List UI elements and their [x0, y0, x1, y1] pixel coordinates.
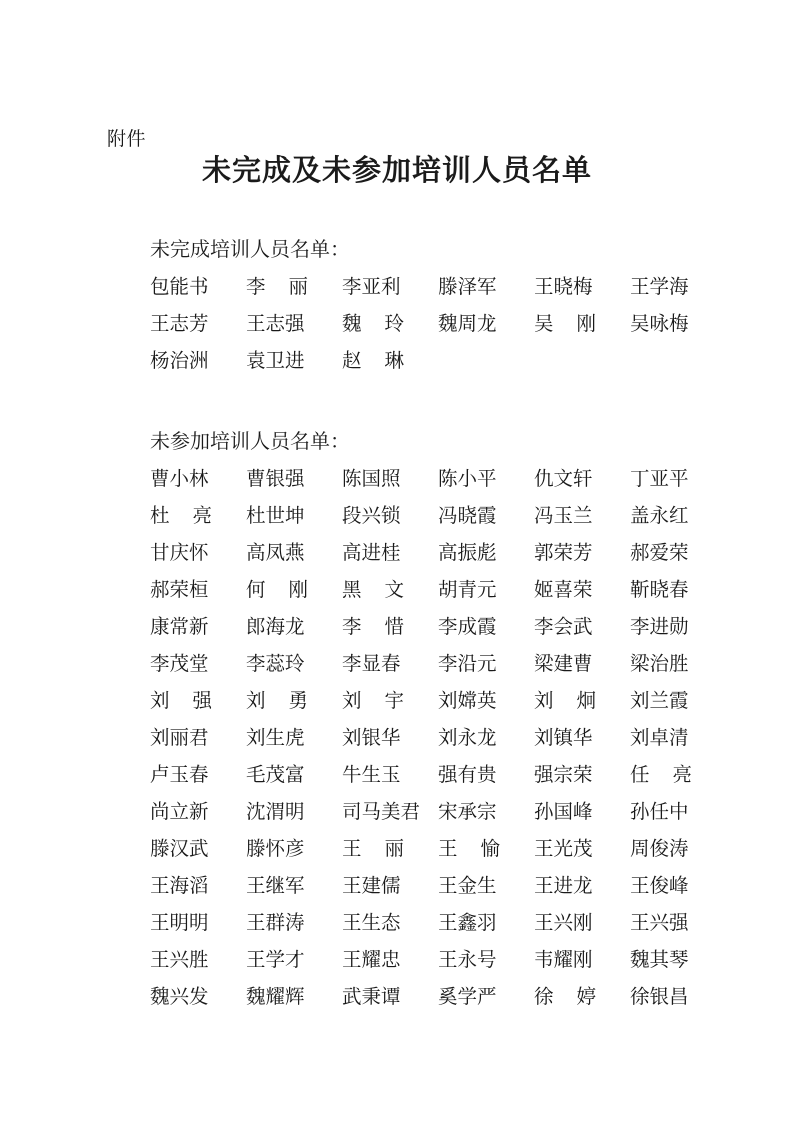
person-name: 高凤燕 — [246, 541, 305, 564]
person-name: 魏兴发 — [150, 985, 209, 1008]
person-name: 高进桂 — [342, 541, 401, 564]
person-name: 宋承宗 — [438, 800, 497, 823]
person-name: 冯玉兰 — [534, 504, 593, 527]
person-name: 刘炯 — [534, 689, 596, 712]
person-name: 王鑫羽 — [438, 911, 497, 934]
person-name: 毛茂富 — [246, 763, 305, 786]
person-name: 刘镇华 — [534, 726, 593, 749]
person-name: 刘丽君 — [150, 726, 209, 749]
person-name: 包能书 — [150, 275, 209, 298]
person-name: 沈渭明 — [246, 800, 305, 823]
person-name: 王志芳 — [150, 312, 209, 335]
person-name: 卢玉春 — [150, 763, 209, 786]
person-name: 杨治洲 — [150, 349, 209, 372]
person-name: 梁治胜 — [630, 652, 689, 675]
person-name: 刘卓清 — [630, 726, 689, 749]
person-name: 王俊峰 — [630, 874, 689, 897]
person-name: 王丽 — [342, 837, 404, 860]
person-name: 段兴锁 — [342, 504, 401, 527]
person-name: 滕怀彦 — [246, 837, 305, 860]
person-name: 奚学严 — [438, 985, 497, 1008]
person-name: 陈小平 — [438, 467, 497, 490]
person-name: 刘兰霞 — [630, 689, 689, 712]
person-name: 王耀忠 — [342, 948, 401, 971]
person-name: 魏其琴 — [630, 948, 689, 971]
person-name: 郎海龙 — [246, 615, 305, 638]
person-name: 尚立新 — [150, 800, 209, 823]
person-name: 郝爱荣 — [630, 541, 689, 564]
person-name: 王继军 — [246, 874, 305, 897]
person-name: 王金生 — [438, 874, 497, 897]
person-name: 李进勋 — [630, 615, 689, 638]
person-name: 丁亚平 — [630, 467, 689, 490]
person-name: 吴刚 — [534, 312, 596, 335]
person-name: 郭荣芳 — [534, 541, 593, 564]
person-name: 李成霞 — [438, 615, 497, 638]
person-name: 高振彪 — [438, 541, 497, 564]
person-name: 王愉 — [438, 837, 500, 860]
person-name: 王志强 — [246, 312, 305, 335]
person-name: 周俊涛 — [630, 837, 689, 860]
person-name: 王海滔 — [150, 874, 209, 897]
person-name: 王学才 — [246, 948, 305, 971]
person-name: 李茂堂 — [150, 652, 209, 675]
person-name: 杜亮 — [150, 504, 212, 527]
person-name: 仇文轩 — [534, 467, 593, 490]
person-name: 韦耀刚 — [534, 948, 593, 971]
person-name: 李蕊玲 — [246, 652, 305, 675]
attachment-label: 附件 — [107, 128, 147, 150]
person-name: 滕汉武 — [150, 837, 209, 860]
person-name: 袁卫进 — [246, 349, 305, 372]
section-heading-incomplete: 未完成培训人员名单： — [150, 237, 350, 261]
person-name: 刘银华 — [342, 726, 401, 749]
person-name: 刘强 — [150, 689, 212, 712]
person-name: 何刚 — [246, 578, 308, 601]
person-name: 康常新 — [150, 615, 209, 638]
person-name: 盖永红 — [630, 504, 689, 527]
person-name: 强有贵 — [438, 763, 497, 786]
person-name: 赵琳 — [342, 349, 404, 372]
person-name: 甘庆怀 — [150, 541, 209, 564]
person-name: 王进龙 — [534, 874, 593, 897]
person-name: 强宗荣 — [534, 763, 593, 786]
person-name: 徐银昌 — [630, 985, 689, 1008]
person-name: 梁建曹 — [534, 652, 593, 675]
name-grid-absent — [150, 460, 710, 1015]
person-name: 王学海 — [630, 275, 689, 298]
person-name: 任亮 — [630, 763, 692, 786]
person-name: 孙国峰 — [534, 800, 593, 823]
name-grid-incomplete — [150, 268, 710, 379]
person-name: 李沿元 — [438, 652, 497, 675]
person-name: 王光茂 — [534, 837, 593, 860]
person-name: 王建儒 — [342, 874, 401, 897]
person-name: 滕泽军 — [438, 275, 497, 298]
person-name: 司马美君 — [342, 800, 421, 823]
person-name: 靳晓春 — [630, 578, 689, 601]
person-name: 刘永龙 — [438, 726, 497, 749]
section-incomplete — [150, 231, 710, 379]
person-name: 曹小林 — [150, 467, 209, 490]
person-name: 刘嫦英 — [438, 689, 497, 712]
person-name: 李显春 — [342, 652, 401, 675]
person-name: 李亚利 — [342, 275, 401, 298]
person-name: 王生态 — [342, 911, 401, 934]
person-name: 王晓梅 — [534, 275, 593, 298]
person-name: 王明明 — [150, 911, 209, 934]
person-name: 魏玲 — [342, 312, 404, 335]
section-absent — [150, 423, 710, 1015]
person-name: 杜世坤 — [246, 504, 305, 527]
person-name: 胡青元 — [438, 578, 497, 601]
person-name: 陈国照 — [342, 467, 401, 490]
person-name: 刘宇 — [342, 689, 404, 712]
person-name: 刘勇 — [246, 689, 308, 712]
person-name: 冯晓霞 — [438, 504, 497, 527]
person-name: 李惜 — [342, 615, 404, 638]
person-name: 孙任中 — [630, 800, 689, 823]
person-name: 武秉谭 — [342, 985, 401, 1008]
person-name: 王永号 — [438, 948, 497, 971]
person-name: 王兴胜 — [150, 948, 209, 971]
person-name: 魏周龙 — [438, 312, 497, 335]
person-name: 牛生玉 — [342, 763, 401, 786]
person-name: 王群涛 — [246, 911, 305, 934]
person-name: 王兴强 — [630, 911, 689, 934]
section-heading-absent: 未参加培训人员名单： — [150, 429, 350, 453]
person-name: 李会武 — [534, 615, 593, 638]
person-name: 黑文 — [342, 578, 404, 601]
person-name: 刘生虎 — [246, 726, 305, 749]
person-name: 曹银强 — [246, 467, 305, 490]
person-name: 吴咏梅 — [630, 312, 689, 335]
document-title: 未完成及未参加培训人员名单 — [201, 153, 592, 187]
person-name: 王兴刚 — [534, 911, 593, 934]
person-name: 徐婷 — [534, 985, 596, 1008]
person-name: 魏耀辉 — [246, 985, 305, 1008]
person-name: 郝荣桓 — [150, 578, 209, 601]
person-name: 姬喜荣 — [534, 578, 593, 601]
person-name: 李丽 — [246, 275, 308, 298]
